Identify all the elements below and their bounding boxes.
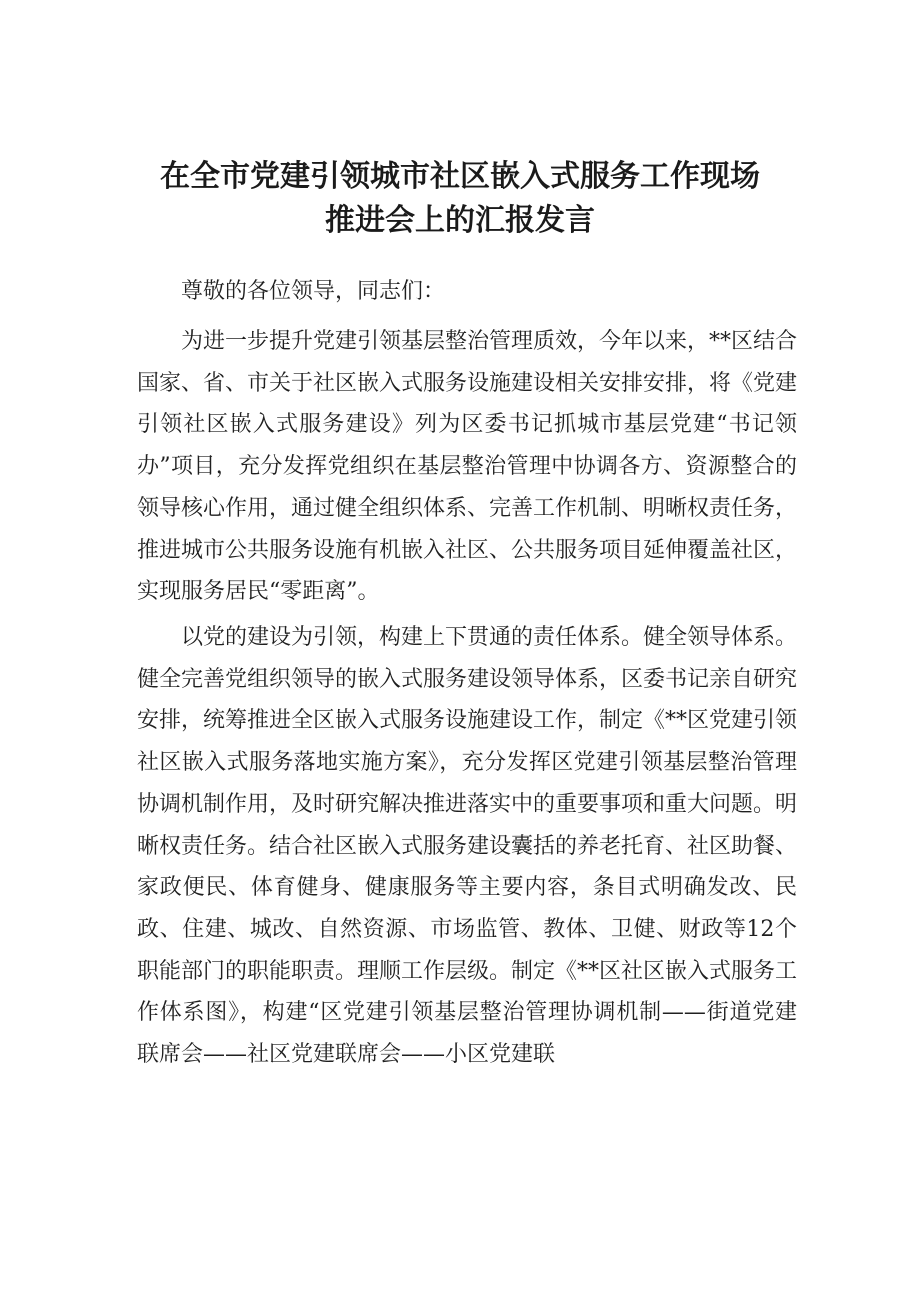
document-title-line-2: 推进会上的汇报发言 xyxy=(325,203,595,238)
paragraph-1: 为进一步提升党建引领基层整治管理质效，今年以来，**区结合国家、省、市关于社区嵌入式服务设施建设相关安排安排，将《党建引领社区嵌入式服务建设》列为区委书记抓城市基层党建“书记领办”项目，充分发挥党组织在基层整治管理中协调各方、资源整合的领导核心作用，通过健全组织体系、完善工作机制、明晰权责任务，推进城市公共服务设施有机嵌入社区、公共服务项目延伸覆盖社区，实现服务居民“零距离”。 xyxy=(137,329,798,605)
greeting: 尊敬的各位领导，同志们： xyxy=(181,279,446,304)
document-title-line-1: 在全市党建引领城市社区嵌入式服务工作现场 xyxy=(160,159,760,194)
paragraph-2: 以党的建设为引领，构建上下贯通的责任体系。健全领导体系。健全完善党组织领导的嵌入式服务建设领导体系，区委书记亲自研究安排，统筹推进全区嵌入式服务设施建设工作，制定《**区党建引领社区嵌入式服务落地实施方案》，充分发挥区党建引领基层整治管理协调机制作用，及时研究解决推进落实中的重要事项和重大问题。明晰权责任务。结合社区嵌入式服务建设囊括的养老托育、社区助餐、家政便民、体育健身、健康服务等主要内容，条目式明确发改、民政、住建、城改、自然资源、市场监管、教体、卫健、财政等12个职能部门的职能职责。理顺工作层级。制定《**区社区嵌入式服务工作体系图》，构建“区党建引领基层整治管理协调机制——街道党建联席会——社区党建联席会——小区党建联 xyxy=(137,625,798,1068)
